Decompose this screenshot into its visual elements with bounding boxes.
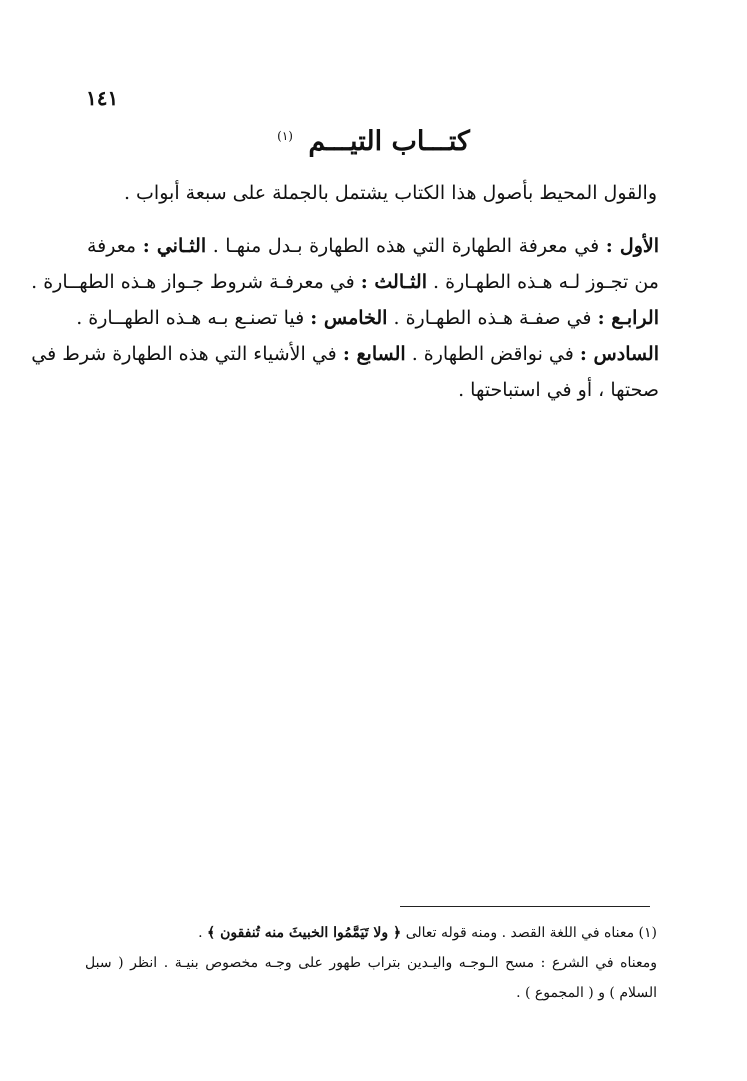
chapter-label: السادس : [579, 343, 659, 365]
chapter-text: معرفة [87, 235, 137, 257]
chapter-label: الثـاني : [142, 235, 207, 257]
quran-quote: ﴿ ولا تَيَمَّمُوا الخبيثَ منه تُنفقون ﴾ [207, 925, 402, 941]
chapter-text: في نواقض الطهارة . [411, 343, 574, 365]
chapter-text: في الأشياء التي هذه الطهارة شرط في [31, 343, 337, 365]
chapter-text: في معرفة الطهارة التي هذه الطهارة بـدل منهـا . [212, 235, 600, 257]
text-line [87, 372, 659, 408]
text-line [31, 336, 659, 372]
chapter-label: السابع : [342, 343, 406, 365]
text-line [87, 228, 659, 264]
chapter-label: الرابـع : [597, 307, 659, 329]
footnote-marker: (١) [277, 129, 293, 143]
footnote-line [85, 918, 657, 948]
chapter-title-text: كتـــاب التيـــم [308, 126, 470, 157]
chapter-text: صحتها ، أو في استباحتها . [458, 379, 659, 401]
chapter-label: الأول : [605, 235, 659, 257]
chapter-title [0, 126, 747, 157]
footnote-text: . [198, 925, 203, 941]
body-paragraph [31, 228, 659, 408]
chapter-label: الثـالث : [360, 271, 427, 293]
footnote-divider [400, 906, 650, 907]
chapter-label: الخامس : [310, 307, 388, 329]
text-line [76, 300, 659, 336]
chapter-text: من تجـوز لـه هـذه الطهـارة . [433, 271, 659, 293]
footnotes [85, 918, 657, 1008]
intro-paragraph: والقول المحيط بأصول هذا الكتاب يشتمل بالجملة على سبعة أبواب . [123, 182, 657, 204]
footnote-line: السلام ) و ( المجموع ) . [516, 985, 657, 1001]
footnote-line: ومعناه في الشرع : مسح الـوجـه واليـدين بتراب طهور على وجـه مخصوص بنيـة . انظر ( سبل [85, 955, 657, 971]
page-number: ١٤١ [86, 86, 119, 110]
chapter-text: في صفـة هـذه الطهـارة . [393, 307, 592, 329]
footnote-text: (١) معناه في اللغة القصد . ومنه قوله تعالى [405, 925, 657, 941]
text-line [31, 264, 659, 300]
chapter-text: فيا تصنـع بـه هـذه الطهــارة . [76, 307, 305, 329]
chapter-text: في معرفـة شروط جـواز هـذه الطهــارة . [31, 271, 355, 293]
